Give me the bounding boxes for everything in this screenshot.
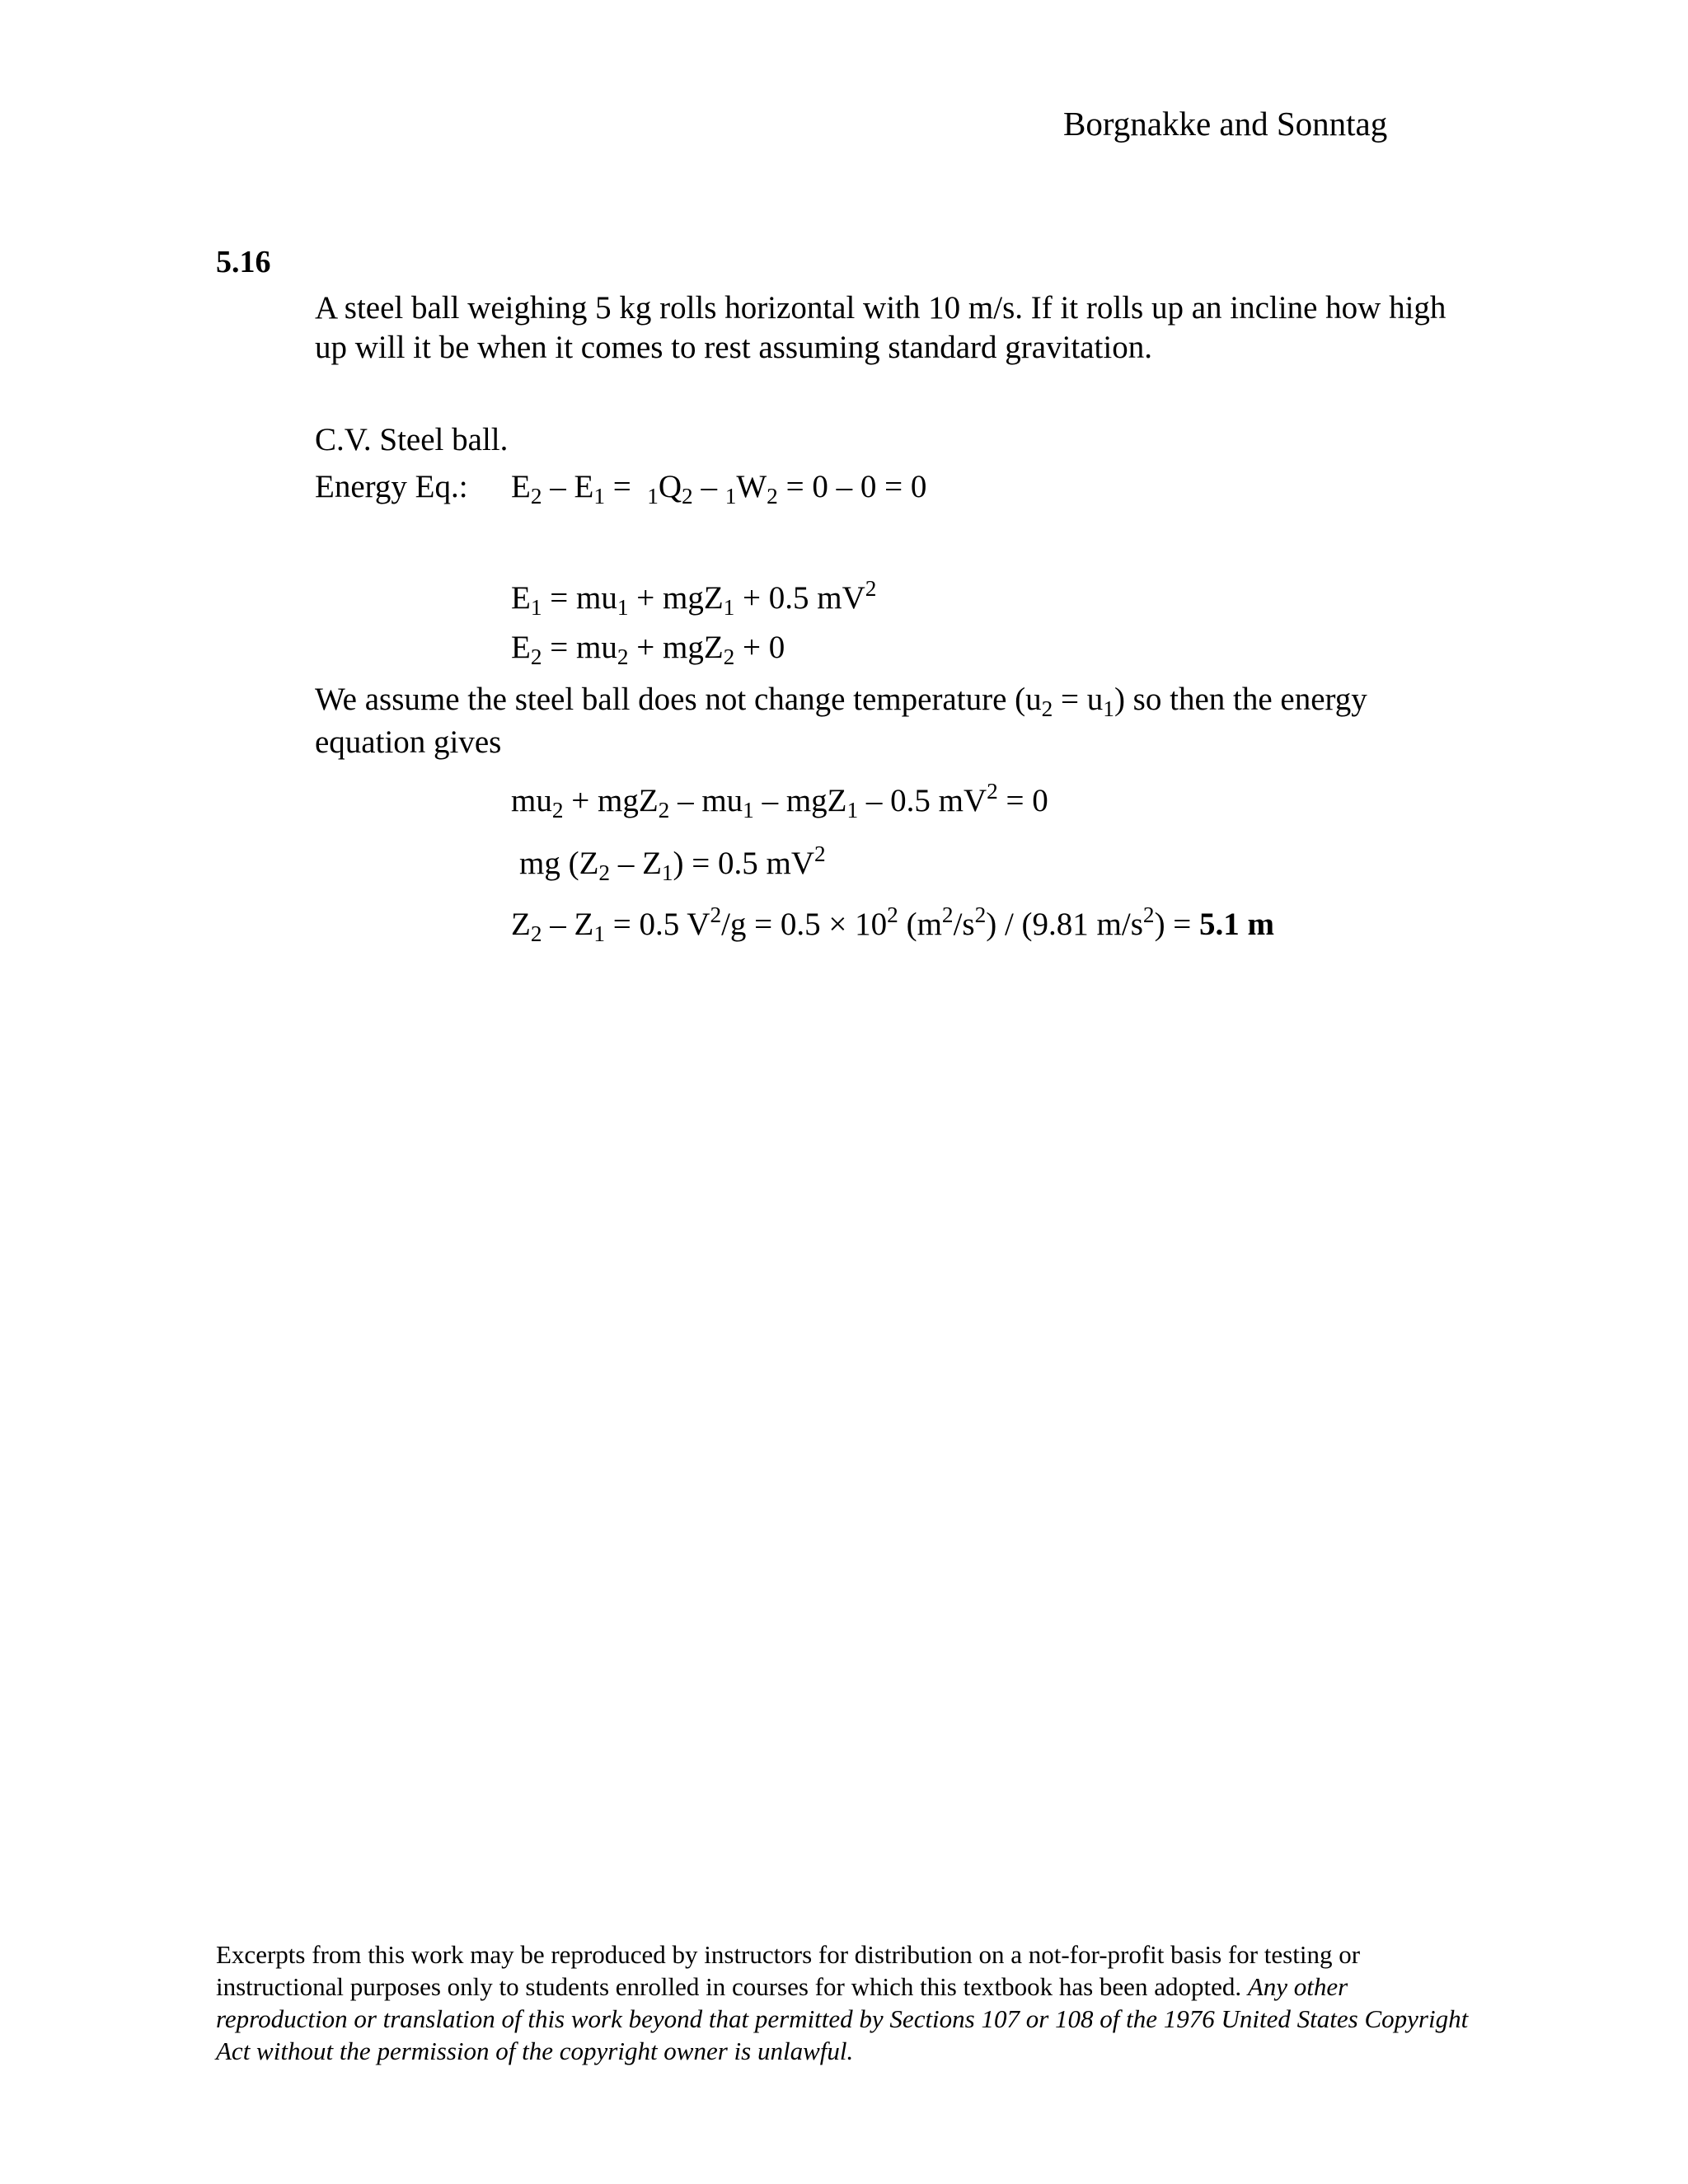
potential-kinetic-equation: mg $(Z_2 - Z_1) = 0.5$ $mV^2$: [519, 841, 826, 886]
energy-balance-equation: $mu_2 + mgZ_2 - mu_1 - mgZ_1 - 0.5$ $mV^2 = 0$: [511, 779, 1048, 823]
running-header: Borgnakke and Sonntag: [1063, 105, 1388, 143]
energy-equation-label: Energy Eq.:: [315, 469, 468, 504]
assumption-paragraph: We assume the steel ball does not change temperature $(u_2 = u_1)$ so then the energy equation gives: [315, 682, 1367, 760]
final-result: 5.1 m: [1199, 907, 1275, 942]
copyright-notice: [216, 1938, 1485, 2067]
problem-statement: A steel ball weighing 5 kg rolls horizontal with 10 m/s. If it rolls up an incline how high up will it be when it comes to rest assuming standard gravitation.: [315, 290, 1447, 365]
initial-energy-equation: $E_1 = mu_1 + mgZ_1 + 0.5$ $mV^2$: [511, 576, 877, 621]
control-volume-line: C.V. Steel ball.: [315, 422, 509, 457]
copyright-notice-italic: Any other reproduction or translation of this work beyond that permitted by Sections 107 or 108 of the 1976 United States Copyright Act without the permission of the copyright owner is unlawful.: [216, 1972, 1469, 2065]
problem-number: 5.16: [216, 245, 271, 279]
energy-equation: $E_2 - E_1 = _1Q_2 - _1W_2 = 0 - 0 = 0$: [511, 469, 927, 509]
final-energy-equation: $E_2 = mu_2 + mgZ_2 + 0$: [511, 630, 785, 670]
copyright-notice-plain: Excerpts from this work may be reproduced by instructors for distribution on a not-for-profit basis for testing or instructional purposes only to students enrolled in courses for which this textbook has been adopted.: [216, 1940, 1361, 2001]
height-result-equation: $Z_2 - Z_1 = 0.5$ $V^2/g = 0.5 \times 10^2$ $(m^2/s^2) / (9.81$ $m/s^2) = 5.1$ m: [511, 902, 1275, 947]
